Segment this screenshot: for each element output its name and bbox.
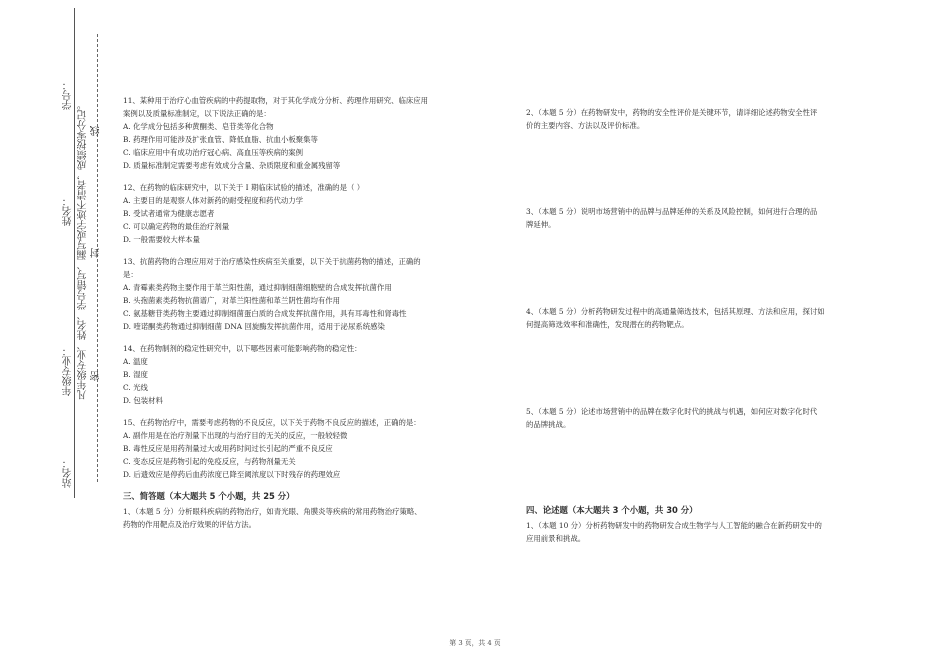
- option: D. 一般需要较大样本量: [123, 235, 200, 244]
- binding-mark-line: 线: [91, 126, 102, 136]
- binding-warning: 凡年级专业、姓名、学号错写、漏写或字迹不清者，成绩按零分记。: [78, 100, 89, 400]
- option: C. 氨基糖苷类药物主要通过抑制细菌蛋白质的合成发挥抗菌作用，具有耳毒性和肾毒性: [123, 309, 407, 318]
- short-answer-question-4: 4、（本题 5 分）分析药物研发过程中的高通量筛选技术，包括其原理、方法和应用，探讨如 何提高筛选效率和准确性，发现潜在的药物靶点。: [526, 307, 825, 329]
- binding-mark-secret: 密: [91, 371, 102, 381]
- student-id-label: 学号：: [63, 80, 74, 110]
- essay-question-1: 1、（本题 10 分）分析药物研发中的药物研发合成生物学与人工智能的融合在新药研发中的 应用前景和挑战。: [526, 521, 822, 543]
- option: D. 质量标准制定需要考虑有效成分含量、杂质限度和重金属残留等: [123, 161, 341, 170]
- option: C. 可以确定药物的最佳治疗剂量: [123, 222, 230, 231]
- option: C. 光线: [123, 383, 148, 392]
- option: B. 湿度: [123, 370, 148, 379]
- question-stem: 13、抗菌药物的合理应用对于治疗感染性疾病至关重要，以下关于抗菌药物的描述，正确的 是：: [123, 257, 421, 279]
- option: B. 头孢菌素类药物抗菌谱广，对革兰阳性菌和革兰阴性菌均有作用: [123, 296, 341, 305]
- short-answer-question-2: 2、（本题 5 分）在药物研发中，药物的安全性评价是关键环节，请详细论述药物安全性评 价的主要内容、方法以及评价标准。: [526, 108, 818, 130]
- option: A. 副作用是在治疗剂量下出现的与治疗目的无关的反应，一般较轻微: [123, 431, 348, 440]
- short-answer-question-3: 3、（本题 5 分）说明市场营销中的品牌与品牌延伸的关系及风险控制，如何进行合理的品 牌延伸。: [526, 207, 818, 229]
- binding-dashed-line: [97, 34, 98, 482]
- option: A. 化学成分包括多种黄酮类、皂苷类等化合物: [123, 122, 274, 131]
- question-stem: 12、在药物的临床研究中，以下关于 I 期临床试验的描述，准确的是（ ）: [123, 183, 365, 192]
- left-column: [123, 94, 473, 531]
- option: D. 包装材料: [123, 396, 163, 405]
- option: B. 受试者通常为健康志愿者: [123, 209, 215, 218]
- option: C. 临床应用中有成功治疗冠心病、高血压等疾病的案例: [123, 148, 304, 157]
- section-3-title: 三、简答题（本大题共 5 个小题，共 25 分）: [123, 491, 295, 501]
- option: B. 毒性反应是用药剂量过大或用药时间过长引起的严重不良反应: [123, 444, 333, 453]
- grade-major-label: 年级专业：: [63, 346, 74, 396]
- section-4: [526, 500, 871, 545]
- question-stem: 15、在药物治疗中，需要考虑药物的不良反应，以下关于药物不良反应的描述，正确的是：: [123, 418, 421, 427]
- school-label: 站名：: [63, 458, 74, 488]
- page-footer: 第 3 页，共 4 页: [449, 639, 501, 647]
- binding-mark-seal: 封: [91, 248, 102, 258]
- section-4-title: 四、论述题（本大题共 3 个小题，共 30 分）: [526, 505, 698, 515]
- question-12: [123, 181, 473, 246]
- short-answer-question-1: 1、（本题 5 分）分析眼科疾病的药物治疗，如青光眼、角膜炎等疾病的常用药物治疗策略、 药物的作用靶点及治疗效果的评估方法。: [123, 507, 422, 529]
- question-stem: 14、在药物制剂的稳定性研究中，以下哪些因素可能影响药物的稳定性：: [123, 344, 362, 353]
- question-11: [123, 94, 473, 172]
- question-15: [123, 416, 473, 481]
- question-14: [123, 342, 473, 407]
- option: C. 变态反应是药物引起的免疫反应，与药物剂量无关: [123, 457, 296, 466]
- question-13: [123, 255, 473, 333]
- short-answer-question-5: 5、（本题 5 分）论述市场营销中的品牌在数字化时代的挑战与机遇，如何应对数字化时代 的品牌挑战。: [526, 407, 818, 429]
- option: A. 青霉素类药物主要作用于革兰阳性菌，通过抑制细菌细胞壁的合成发挥抗菌作用: [123, 283, 392, 292]
- option: B. 药理作用可能涉及扩张血管、降低血脂、抗血小板聚集等: [123, 135, 318, 144]
- question-stem: 11、某种用于治疗心血管疾病的中药提取物，对于其化学成分分析、药理作用研究、临床应用 案例以及质量标准制定，以下说法正确的是：: [123, 96, 429, 118]
- name-label: 姓名：: [63, 196, 74, 226]
- option: A. 温度: [123, 357, 148, 366]
- option: D. 后遗效应是停药后血药浓度已降至阈浓度以下时残存的药理效应: [123, 470, 341, 479]
- option: D. 喹诺酮类药物通过抑制细菌 DNA 回旋酶发挥抗菌作用，适用于泌尿系统感染: [123, 322, 385, 331]
- option: A. 主要目的是观察人体对新药的耐受程度和药代动力学: [123, 196, 304, 205]
